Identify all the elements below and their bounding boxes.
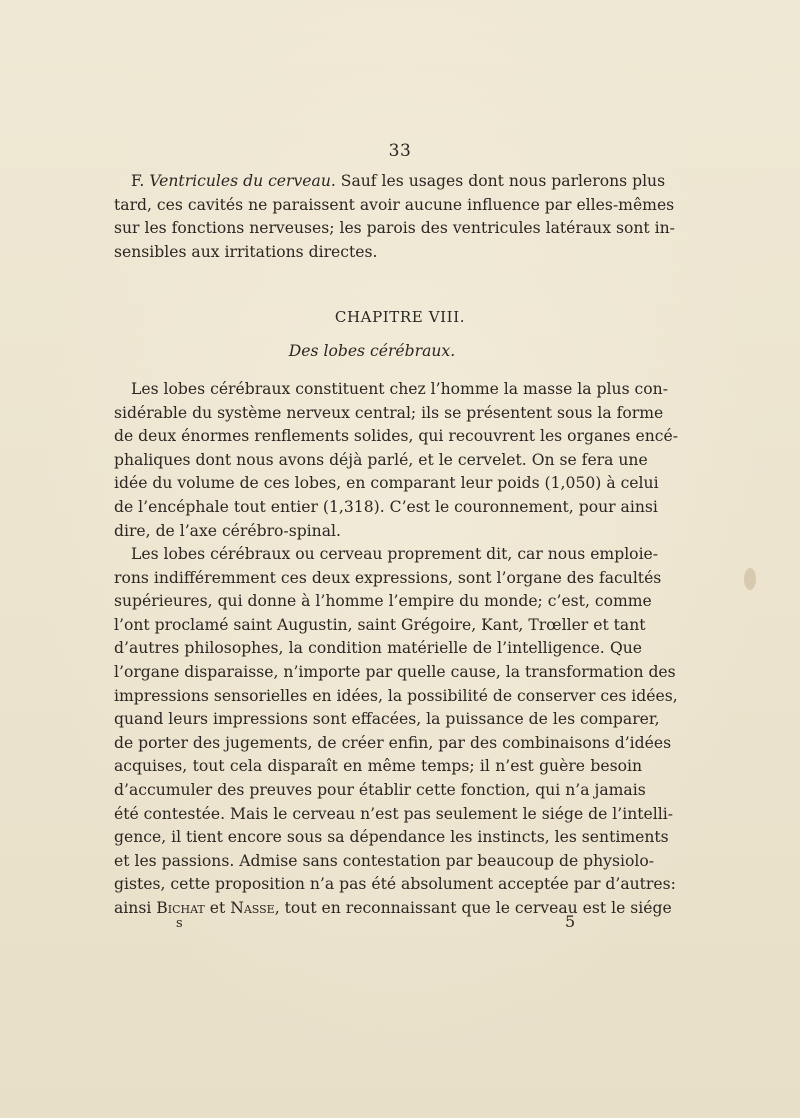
text-line: Sauf les usages dont nous parlerons plus (335, 172, 666, 190)
chapter-subtitle: Des lobes cérébraux. (288, 342, 456, 360)
text-line: sidérable du système nerveux central; ils se présentent sous la forme (114, 403, 664, 422)
paragraph-lobes (114, 378, 678, 543)
text-line: Les lobes cérébraux ou cerveau proprement dit, car nous emploie- (131, 545, 659, 563)
text-line: de l’encéphale tout entier (1,318). C’est le couronnement, pour ainsi (114, 497, 658, 516)
author-name-nasse: Nasse (230, 898, 275, 917)
text-fragment: et (204, 898, 231, 917)
text-line: gistes, cette proposition n’a pas été absolument acceptée par d’autres: (114, 875, 676, 894)
text-line: Les lobes cérébraux constituent chez l’homme la masse la plus con- (131, 380, 668, 398)
page-number: 33 (388, 141, 412, 161)
author-name-bichat: Bichat (156, 898, 205, 917)
section-heading: Ventricules du cerveau. (149, 172, 336, 190)
text-line: rons indifféremment ces deux expressions, sont l’organe des facultés (114, 568, 662, 587)
text-line: idée du volume de ces lobes, en comparant leur poids (1,050) à celui (114, 474, 659, 493)
text-line: supérieures, qui donne à l’homme l’empire du monde; c’est, comme (114, 592, 652, 611)
text-line: acquises, tout cela disparaît en même temps; il n’est guère besoin (114, 757, 642, 776)
text-fragment: , tout en reconnaissant que le cerveau est le siége (274, 898, 672, 917)
paper-stain (744, 568, 756, 590)
section-f-first-line (114, 170, 666, 194)
paragraph-cerveau (114, 543, 678, 921)
text-line: quand leurs impressions sont effacées, la puissance de les comparer, (114, 710, 660, 729)
text-line: d’accumuler des preuves pour établir cette fonction, qui n’a jamais (114, 780, 646, 799)
text-line: l’ont proclamé saint Augustin, saint Grégoire, Kant, Trœller et tant (114, 615, 646, 634)
section-f-paragraph (114, 170, 675, 264)
text-line: de deux énormes renflements solides, qui recouvrent les organes encé- (114, 427, 678, 446)
text-line: gence, il tient encore sous sa dépendance les instincts, les sentiments (114, 828, 669, 847)
text-line: et les passions. Admise sans contestation par beaucoup de physiolo- (114, 851, 654, 870)
section-letter: F. (131, 172, 145, 190)
text-line-with-names (114, 897, 672, 921)
text-line: d’autres philosophes, la condition matérielle de l’intelligence. Que (114, 639, 642, 658)
text-line: phaliques dont nous avons déjà parlé, et le cervelet. On se fera une (114, 450, 648, 469)
text-line: l’organe disparaisse, n’importe par quelle cause, la transformation des (114, 662, 676, 681)
signature-mark: s (176, 916, 183, 931)
text-line: sensibles aux irritations directes. (114, 242, 378, 261)
text-line: dire, de l’axe cérébro-spinal. (114, 521, 341, 540)
text-line: tard, ces cavités ne paraissent avoir aucune influence par elles-mêmes (114, 195, 675, 214)
text-line: de porter des jugements, de créer enfin, par des combinaisons d’idées (114, 733, 672, 752)
text-line: été contestée. Mais le cerveau n’est pas seulement le siége de l’intelli- (114, 804, 673, 823)
text-line: sur les fonctions nerveuses; les parois des ventricules latéraux sont in- (114, 219, 675, 238)
text-line: impressions sensorielles en idées, la possibilité de conserver ces idées, (114, 686, 678, 705)
sheet-number: 5 (565, 912, 576, 931)
chapter-title: CHAPITRE VIII. (334, 308, 466, 326)
text-fragment: ainsi (114, 898, 157, 917)
